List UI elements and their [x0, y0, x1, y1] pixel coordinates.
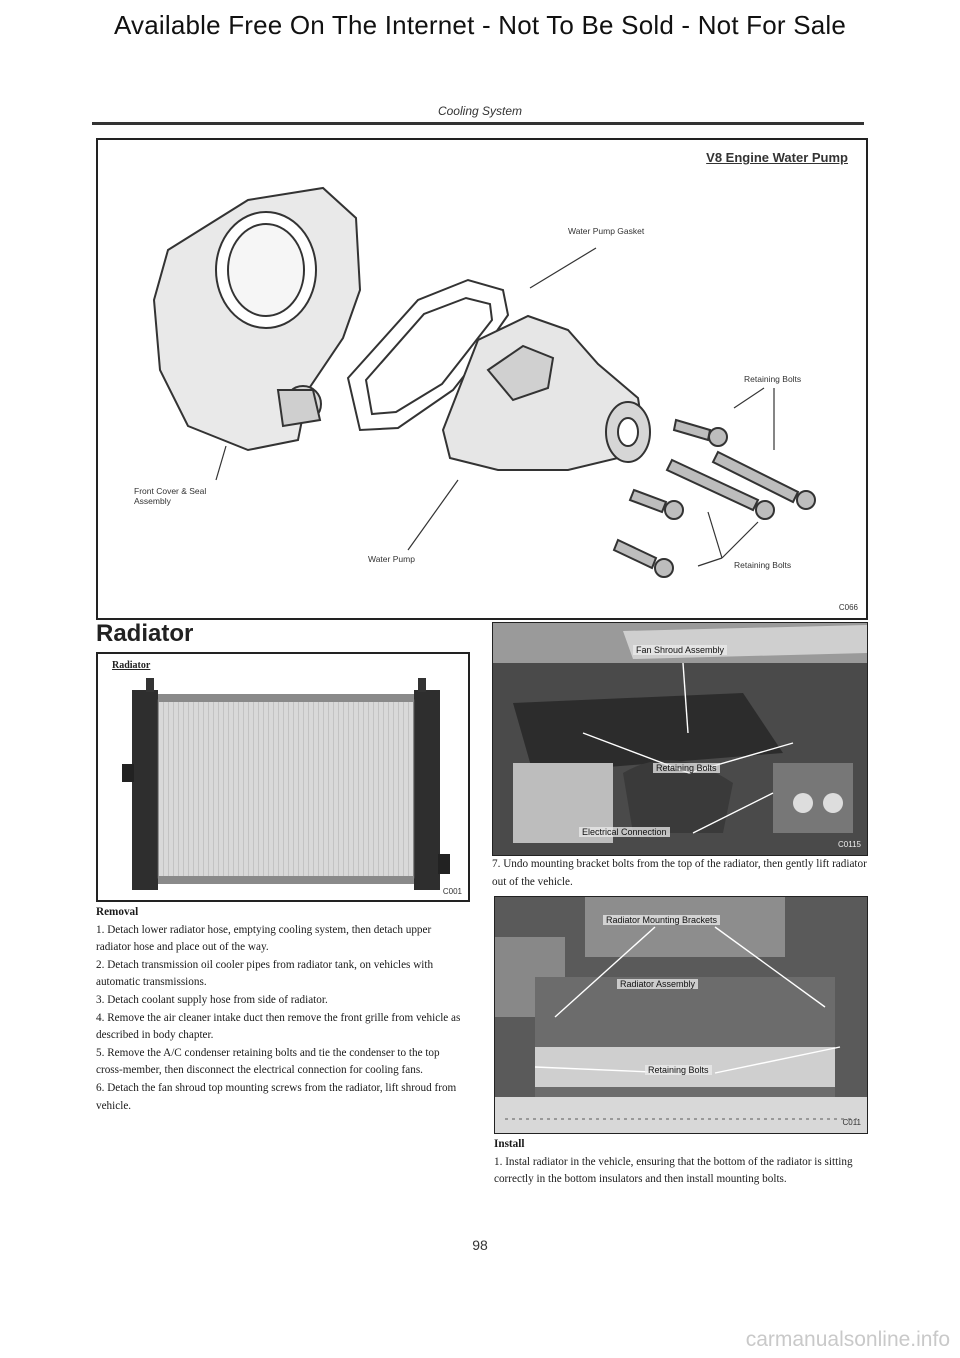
photo2-label-mounting-brackets: Radiator Mounting Brackets [603, 915, 720, 925]
install-step-1: 1. Instal radiator in the vehicle, ensuring that the bottom of the radiator is sitting correctly in the bottom insulators and then install mounting bolts. [494, 1155, 853, 1186]
photo1-drawing [493, 623, 867, 855]
label-retaining-bolts-upper: Retaining Bolts [744, 374, 802, 384]
header-rule [92, 122, 864, 125]
removal-step-4: 4. Remove the air cleaner intake duct then remove the front grille from vehicle as described in body chapter. [96, 1011, 461, 1042]
photo1-label-retaining-bolts: Retaining Bolts [653, 763, 720, 773]
removal-step-1: 1. Detach lower radiator hose, emptying cooling system, then detach upper radiator hose and place out of the way. [96, 923, 432, 954]
photo-radiator-front [494, 896, 868, 1134]
radiator-left-tank [132, 690, 158, 890]
watermark-banner: Available Free On The Internet - Not To Be Sold - Not For Sale [113, 10, 847, 40]
bolt-5 [614, 540, 656, 568]
label-water-pump: Water Pump [368, 554, 415, 564]
diagram-title: V8 Engine Water Pump [706, 150, 848, 165]
photo1-label-fan-shroud: Fan Shroud Assembly [633, 645, 727, 655]
photo1-caption: 7. Undo mounting bracket bolts from the top of the radiator, then gently lift radiator out of the vehicle. [492, 858, 867, 888]
photo2-drawing [495, 897, 867, 1133]
removal-section [96, 904, 468, 1115]
section-header: Cooling System [437, 104, 523, 118]
photo1-label-electrical: Electrical Connection [579, 827, 670, 837]
install-section [494, 1136, 870, 1189]
photo-radiator-top [492, 622, 868, 856]
label-front-cover: Front Cover & Seal Assembly [134, 486, 207, 507]
removal-step-2: 2. Detach transmission oil cooler pipes from radiator tank, on vehicles with automatic transmissions. [96, 958, 434, 989]
footer-site: carmanualsonline.info [745, 1328, 950, 1351]
install-heading: Install [494, 1138, 525, 1150]
radiator-figure-code: C001 [442, 887, 462, 896]
removal-step-5: 5. Remove the A/C condenser retaining bolts and tie the condenser to the top cross-member, then disconnect the electrical connection for cooling fans. [96, 1046, 440, 1077]
photo1-code: C0115 [838, 840, 861, 849]
water-pump-diagram [96, 138, 868, 620]
photo2-code: C011 [842, 1118, 861, 1127]
removal-step-3: 3. Detach coolant supply hose from side of radiator. [96, 993, 328, 1006]
label-water-pump-gasket: Water Pump Gasket [568, 226, 645, 236]
removal-step-6: 6. Detach the fan shroud top mounting screws from the radiator, lift shroud from vehicle. [96, 1081, 457, 1112]
radiator-drawing [98, 654, 468, 900]
photo2-label-radiator-assembly: Radiator Assembly [617, 979, 698, 989]
radiator-figure [96, 652, 470, 902]
bolt-4 [630, 490, 666, 512]
radiator-heading: Radiator [96, 620, 194, 647]
radiator-core [158, 700, 414, 878]
photo2-label-retaining-bolts: Retaining Bolts [645, 1065, 712, 1075]
label-retaining-bolts-lower: Retaining Bolts [734, 560, 792, 570]
radiator-figure-title: Radiator [112, 660, 151, 671]
radiator-right-tank [414, 690, 440, 890]
removal-heading: Removal [96, 906, 139, 918]
page-number: 98 [472, 1237, 488, 1253]
bolt-1 [674, 420, 710, 440]
diagram-code: C066 [838, 603, 858, 612]
